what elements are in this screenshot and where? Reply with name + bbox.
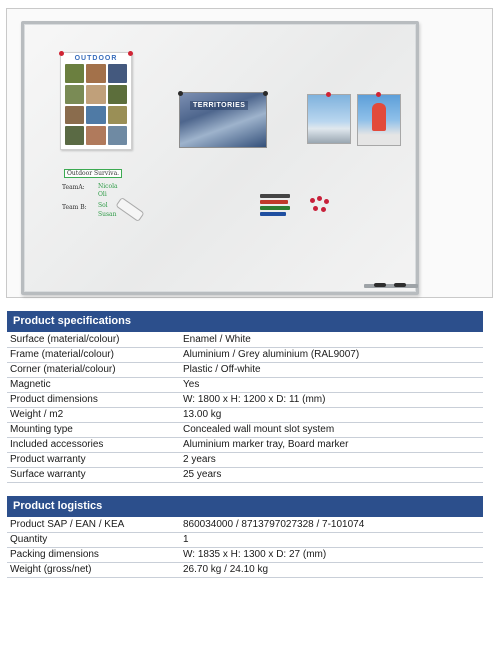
row-value: 13.00 kg: [183, 408, 483, 423]
row-label: Product dimensions: [7, 393, 183, 408]
team-b-member: Susan: [98, 211, 117, 218]
row-value: Yes: [183, 378, 483, 393]
magnet-icon: [326, 92, 331, 97]
table-row: [7, 423, 483, 438]
logistics-table: [7, 518, 483, 578]
logistics-header: Product logistics: [7, 496, 483, 517]
specifications-header: Product specifications: [7, 311, 483, 332]
table-row: [7, 468, 483, 483]
row-label: Packing dimensions: [7, 548, 183, 563]
row-value: Plastic / Off-white: [183, 363, 483, 378]
row-value: 2 years: [183, 453, 483, 468]
team-b-member: Sol: [98, 202, 108, 209]
magnet-icon: [178, 91, 183, 96]
table-row: [7, 438, 483, 453]
climber-photo: [357, 94, 401, 146]
row-value: Concealed wall mount slot system: [183, 423, 483, 438]
table-row: [7, 348, 483, 363]
row-label: Surface warranty: [7, 468, 183, 483]
territories-photo: [179, 92, 267, 148]
table-row: [7, 548, 483, 563]
whiteboard: [21, 21, 419, 295]
row-label: Magnetic: [7, 378, 183, 393]
table-row: [7, 453, 483, 468]
magnet-icon: [263, 91, 268, 96]
team-a-member: Nicola: [98, 183, 118, 190]
row-label: Corner (material/colour): [7, 363, 183, 378]
row-value: 1: [183, 533, 483, 548]
territories-label: TERRITORIES: [190, 101, 248, 110]
marker-tray: [364, 284, 418, 288]
row-label: Weight (gross/net): [7, 563, 183, 578]
row-value: 26.70 kg / 24.10 kg: [183, 563, 483, 578]
product-photo: [6, 8, 493, 298]
poster-title: OUTDOOR: [74, 55, 118, 62]
round-magnets: [310, 196, 336, 216]
row-value: 860034000 / 8713797027328 / 7-101074: [183, 518, 483, 533]
row-label: Product SAP / EAN / KEA: [7, 518, 183, 533]
row-value: Enamel / White: [183, 333, 483, 348]
handwritten-title: Outdoor Surviva.: [64, 169, 122, 178]
row-value: W: 1835 x H: 1300 x D: 27 (mm): [183, 548, 483, 563]
row-label: Weight / m2: [7, 408, 183, 423]
row-value: Aluminium marker tray, Board marker: [183, 438, 483, 453]
row-value: Aluminium / Grey aluminium (RAL9007): [183, 348, 483, 363]
row-label: Product warranty: [7, 453, 183, 468]
climber-figure: [372, 103, 386, 131]
row-label: Surface (material/colour): [7, 333, 183, 348]
team-a-label: TeamA:: [62, 184, 85, 191]
row-label: Frame (material/colour): [7, 348, 183, 363]
magnet-icon: [376, 92, 381, 97]
landscape-photo: [307, 94, 351, 144]
team-a-member: Oli: [98, 191, 107, 198]
table-row: [7, 408, 483, 423]
marker-set: [260, 192, 294, 218]
team-b-label: Team B:: [62, 204, 87, 211]
table-row: [7, 363, 483, 378]
row-label: Included accessories: [7, 438, 183, 453]
row-value: 25 years: [183, 468, 483, 483]
table-row: [7, 378, 483, 393]
row-label: Mounting type: [7, 423, 183, 438]
row-label: Quantity: [7, 533, 183, 548]
table-row: [7, 533, 483, 548]
row-value: W: 1800 x H: 1200 x D: 11 (mm): [183, 393, 483, 408]
table-row: [7, 518, 483, 533]
board-marker: [115, 197, 144, 222]
outdoor-poster: [60, 52, 132, 150]
poster-photo-grid: [65, 64, 127, 145]
table-row: [7, 563, 483, 578]
specifications-table: [7, 333, 483, 483]
table-row: [7, 393, 483, 408]
table-row: [7, 333, 483, 348]
